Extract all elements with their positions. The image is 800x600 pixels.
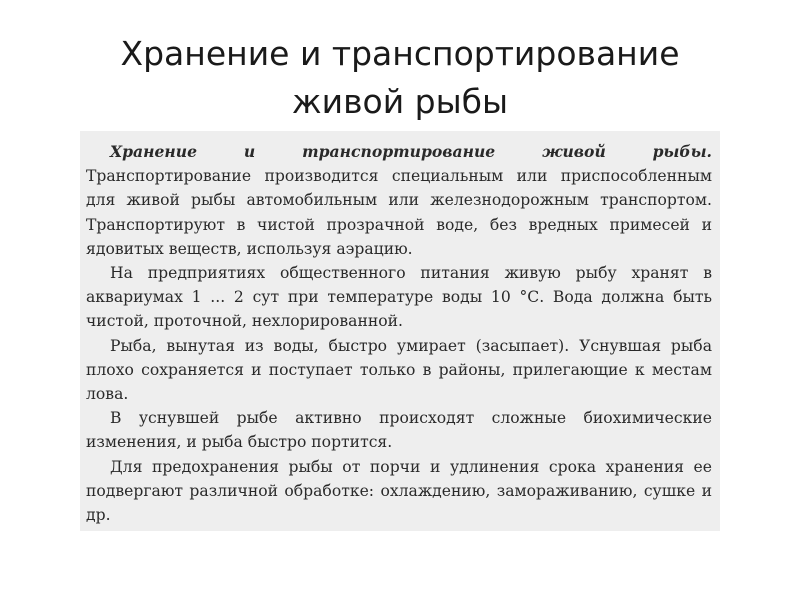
- slide-title: [40, 30, 760, 126]
- slide-title-line-2: живой рыбы: [291, 82, 509, 121]
- paragraph-1-text: Транспортирование производится специальным или приспособленным для живой рыбы автомобильным или железнодорожным транспортом. Транспортируют в чистой прозрачной воде, без вредных примесей и ядовитых веществ, используя аэрацию.: [86, 167, 712, 258]
- scanned-text-image: [80, 131, 720, 531]
- paragraph-2: На предприятиях общественного питания живую рыбу хранят в аквариумах 1 ... 2 сут при температуре воды 10 °С. Вода должна быть чистой, проточной, нехлорированной.: [86, 264, 712, 331]
- paragraph-1: [86, 140, 712, 261]
- paragraph-4: В уснувшей рыбе активно происходят сложные биохимические изменения, и рыба быстро портится.: [86, 409, 712, 452]
- paragraph-3: Рыба, вынутая из воды, быстро умирает (засыпает). Уснувшая рыба плохо сохраняется и поступает только в районы, прилегающие к местам лова.: [86, 336, 712, 404]
- slide-title-line-1: Хранение и транспортирование: [120, 34, 680, 73]
- paragraph-5: Для предохранения рыбы от порчи и удлинения срока хранения ее подвергают различной обработке: охлаждению, замораживанию, сушке и др.: [86, 457, 712, 525]
- paragraph-lead-title: Хранение и транспортирование живой рыбы.: [110, 142, 712, 161]
